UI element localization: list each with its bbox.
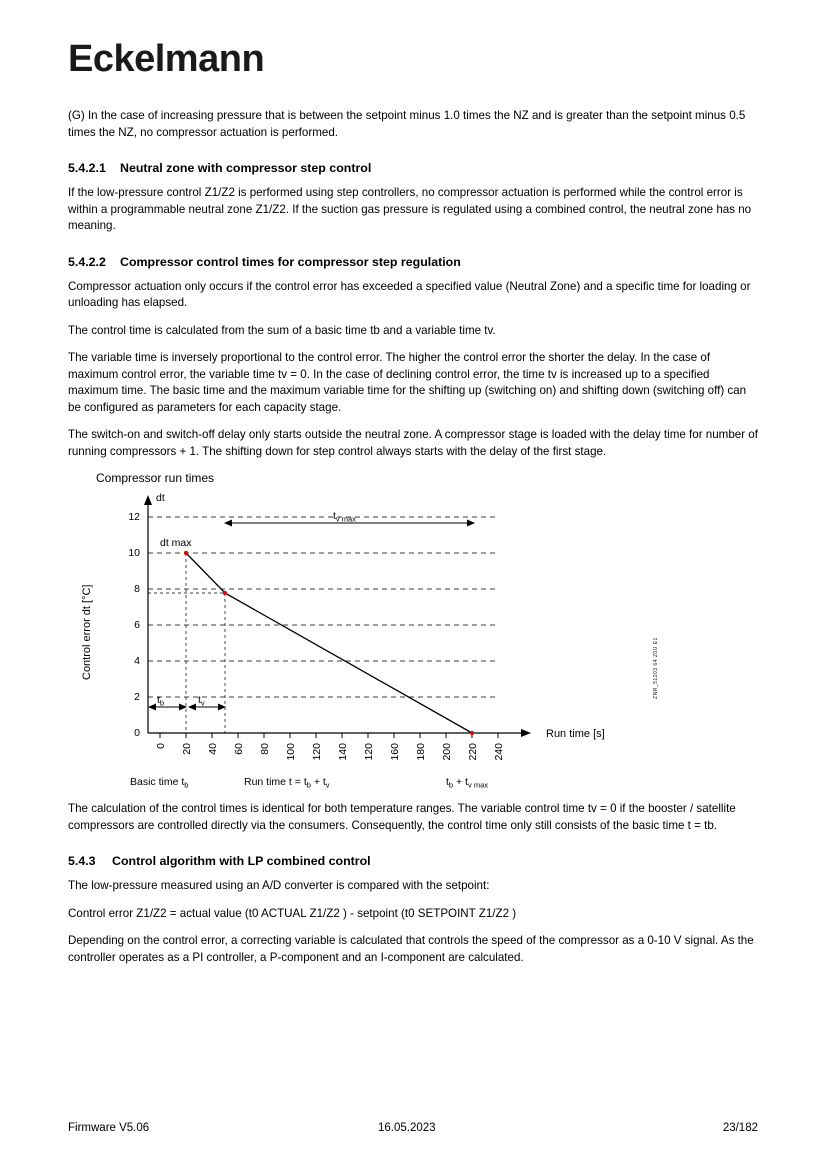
- chart-annotation-tb: $t_b$: [157, 694, 165, 708]
- chart-marker-mid: [223, 591, 227, 595]
- chart-ytick-12: 12: [128, 511, 140, 523]
- page-content: [68, 108, 758, 977]
- chart-y-axis-label: Control error dt [°C]: [81, 584, 93, 680]
- paragraph-5-4-2-2-3: The variable time is inversely proportional to the control error. The higher the control error the shorter the delay. In the case of maximum control error, the variable time tv = 0. In the case of declining control error, the time tv is increased up to a specified maximum time. The basic time and the maximum variable time for the shifting up (switching on) and shifting down (switching off) can be configured as parameters for each capacity stage.: [68, 351, 747, 414]
- chart-marker-dtmax: [184, 551, 188, 555]
- paragraph-5-4-2-2-2: The control time is calculated from the sum of a basic time tb and a variable time tv.: [68, 323, 496, 337]
- paragraph-5-4-3-2: Control error Z1/Z2 = actual value (t0 ACTUAL Z1/Z2 ) - setpoint (t0 SETPOINT Z1/Z2 ): [68, 906, 517, 920]
- chart-ytick-10: 10: [128, 547, 140, 559]
- footer-date: 16.05.2023: [378, 1122, 436, 1134]
- chart-data-line: [186, 553, 472, 733]
- chart-x-ticks: [160, 733, 498, 738]
- paragraph-5-4-2-2-1: Compressor actuation only occurs if the control error has exceeded a specified value (Neutral Zone) and a specific time for loading or unloading has elapsed.: [68, 279, 751, 309]
- heading-5-4-2-2-text: Compressor control times for compressor step regulation: [120, 254, 461, 269]
- chart-xtick-20: 20: [181, 743, 193, 755]
- chart-xtick-180: 180: [415, 743, 427, 761]
- chart-xtick-200: 200: [441, 743, 453, 761]
- heading-5-4-2-1-number: 5.4.2.1: [68, 161, 106, 175]
- chart-y-axis-arrow: [144, 495, 152, 505]
- chart-ytick-2: 2: [134, 691, 140, 703]
- chart-annotation-tv: $t_v$: [198, 694, 205, 708]
- heading-5-4-2-2-number: 5.4.2.2: [68, 254, 106, 269]
- chart-xtick-120: 120: [311, 743, 323, 761]
- heading-5-4-2-2: [68, 255, 758, 269]
- brand-logo: Eckelmann: [68, 38, 265, 80]
- chart-ytick-4: 4: [134, 655, 140, 667]
- chart-span-tvmax-arrow-right: [467, 520, 475, 527]
- chart-xtick-120b: 120: [363, 743, 375, 761]
- chart-xtick-100: 100: [285, 743, 297, 761]
- chart-xtick-160: 160: [389, 743, 401, 761]
- chart-xtick-220: 220: [467, 743, 479, 761]
- heading-5-4-3: [68, 854, 758, 868]
- chart-x-axis-label: Run time [s]: [546, 728, 605, 740]
- paragraph-after-figure: The calculation of the control times is identical for both temperature ranges. The variable control time tv = 0 if the booster / satellite compressors are controlled directly via the consumers. Consequently, the control time only still consists of the basic time t = tb.: [68, 802, 736, 832]
- chart-annotation-tv-sub: v: [200, 698, 205, 708]
- chart-annotation-dtmax: dt max: [160, 537, 192, 549]
- footer-page-number: 23/182: [722, 1122, 758, 1134]
- paragraph-5-4-2-1: If the low-pressure control Z1/Z2 is performed using step controllers, no compressor actuation is performed while the control error is within a programmable neutral zone Z1/Z2. If the suction gas pressure is regulated using a combined control, the neutral zone has no meaning.: [68, 186, 752, 232]
- chart-span-tb-arrow-left: [148, 704, 156, 711]
- chart-label-basic-time-sub: b: [184, 780, 189, 790]
- paragraph-5-4-3-3: Depending on the control error, a correcting variable is calculated that controls the speed of the compressor as a 0-10 V signal. As the controller operates as a PI controller, a P-component and an I-component are calculated.: [68, 934, 754, 964]
- chart-span-tvmax-arrow-left: [224, 520, 232, 527]
- chart-xtick-80: 80: [259, 743, 271, 755]
- chart-ytick-6: 6: [134, 619, 140, 631]
- chart-annotation-tvmax-sub: v max: [335, 514, 356, 524]
- chart-ytick-8: 8: [134, 583, 140, 595]
- chart-y-axis-symbol: dt: [156, 492, 165, 504]
- chart-xtick-0: 0: [155, 743, 167, 749]
- chart-xtick-140: 140: [337, 743, 349, 761]
- heading-5-4-3-number: 5.4.3: [68, 854, 96, 868]
- heading-5-4-2-1: [68, 161, 758, 175]
- footer-firmware: Firmware V5.06: [68, 1122, 150, 1134]
- chart-label-basic-time: Basic time $t_b$: [130, 776, 189, 790]
- chart-xtick-240: 240: [493, 743, 505, 761]
- chart-x-axis-arrow: [521, 729, 531, 737]
- chart-xtick-40: 40: [207, 743, 219, 755]
- chart-marker-end: [470, 731, 474, 735]
- heading-5-4-2-1-text: Neutral zone with compressor step control: [120, 161, 372, 175]
- figure-side-code: ZNR_51203 64 Z0U E1: [653, 637, 659, 699]
- chart-annotation-tb-sub: b: [159, 698, 165, 708]
- heading-5-4-3-text: Control algorithm with LP combined control: [112, 854, 371, 868]
- paragraph-5-4-2-2-4: The switch-on and switch-off delay only starts outside the neutral zone. A compressor stage is loaded with the delay time for number of running compressors + 1. The shifting down for step control always starts with the delay of the first stage.: [68, 428, 758, 458]
- figure-compressor-run-times: [68, 471, 758, 801]
- paragraph-g: (G) In the case of increasing pressure that is between the setpoint minus 1.0 times the NZ and is greater than the setpoint minus 0.5 times the NZ, no compressor actuation is performed.: [68, 109, 746, 139]
- chart-label-run-time: Run time $t = t_b + t_v$: [244, 776, 330, 790]
- chart-ytick-0: 0: [134, 727, 140, 739]
- paragraph-5-4-3-1: The low-pressure measured using an A/D converter is compared with the setpoint:: [68, 879, 490, 892]
- chart-xtick-60: 60: [233, 743, 245, 755]
- chart-annotation-tvmax: $t_{v max}$: [333, 510, 356, 524]
- chart-label-tb-tvmax: $t_b + t_{v max}$: [446, 776, 488, 790]
- figure-title: Compressor run times: [96, 471, 215, 485]
- chart-span-tv-arrow-left: [188, 704, 196, 711]
